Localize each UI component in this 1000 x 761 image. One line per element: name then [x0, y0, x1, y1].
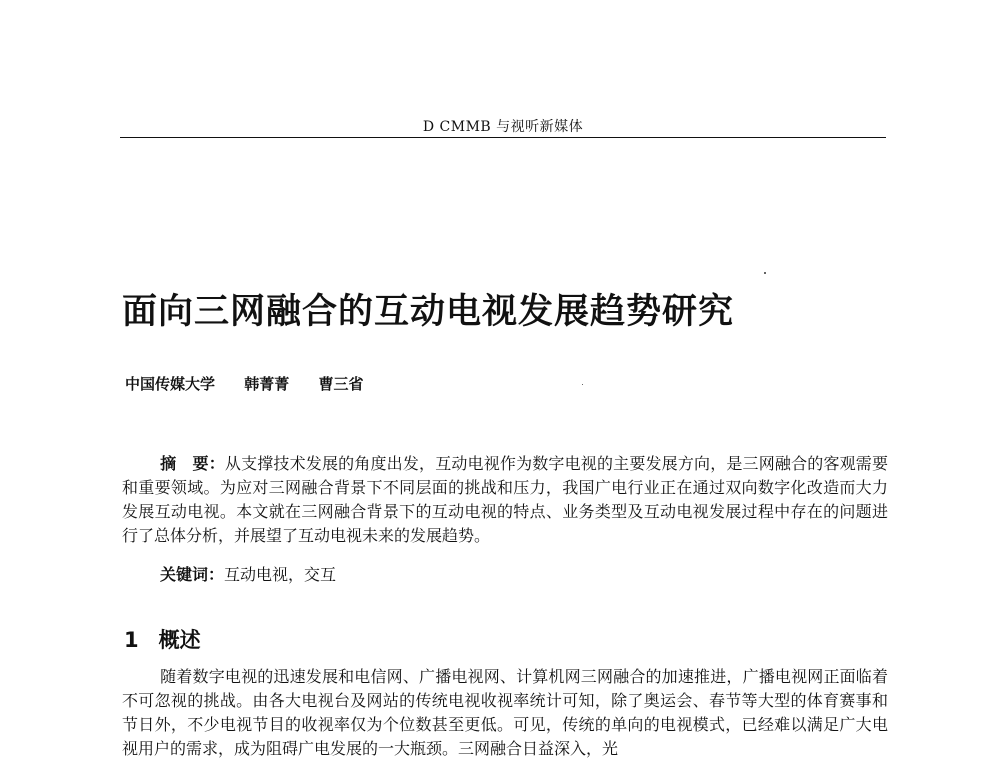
affiliation: 中国传媒大学: [125, 375, 216, 393]
scan-speck: [764, 272, 766, 274]
author-name: 韩菁菁: [244, 375, 290, 393]
abstract-text: 从支撑技术发展的角度出发，互动电视作为数字电视的主要发展方向，是三网融合的客观需要和重要领域。为应对三网融合背景下不同层面的挑战和压力，我国广电行业正在通过双向数字化改造而大力发展互动电视。本文就在三网融合背景下的互动电视的特点、业务类型及互动电视发展过程中存在的问题进行了总体分析，并展望了互动电视未来的发展趋势。: [122, 454, 888, 545]
section-title: 概述: [158, 628, 201, 652]
scan-speck: [582, 384, 583, 385]
abstract-label: 摘 要：: [160, 454, 225, 473]
keywords-text: 互动电视，交互: [224, 565, 337, 584]
section-body: [122, 665, 888, 761]
author-line: [125, 373, 388, 394]
author-name: 曹三省: [318, 375, 364, 393]
running-header: D CMMB 与视听新媒体: [422, 119, 584, 135]
keywords: [160, 562, 336, 585]
section-number: 1: [124, 628, 139, 652]
keywords-label: 关键词：: [160, 565, 225, 584]
abstract: [122, 452, 888, 548]
section-heading: [124, 624, 201, 654]
paper-title: 面向三网融合的互动电视发展趋势研究: [122, 292, 735, 332]
body-text: 随着数字电视的迅速发展和电信网、广播电视网、计算机网三网融合的加速推进，广播电视网正面临着不可忽视的挑战。由各大电视台及网站的传统电视收视率统计可知，除了奥运会、春节等大型的体育赛事和节日外，不少电视节目的收视率仅为个位数甚至更低。可见，传统的单向的电视模式，已经难以满足广大电视用户的需求，成为阻碍广电发展的一大瓶颈。三网融合日益深入，光: [122, 667, 888, 758]
header-rule: [120, 137, 886, 138]
